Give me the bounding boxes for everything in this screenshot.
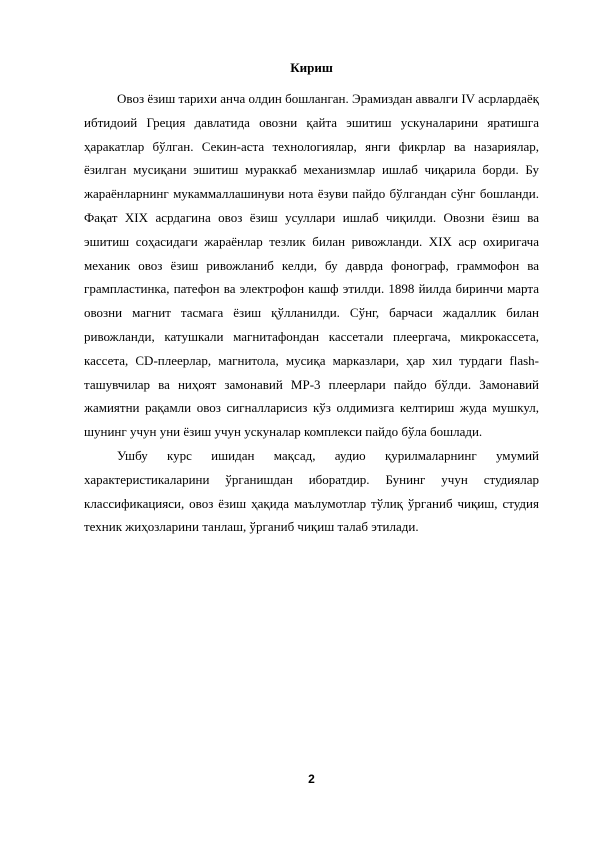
- paragraph-course-goal: Ушбу курс ишидан мақсад, аудио қурилмаларнинг умумий характеристикаларини ўрганишдан иборатдир. Бунинг учун студиялар классификацияси, овоз ёзиш ҳақида маълумотлар тўлиқ ўрганиб чиқиш, студия техник жиҳозларини танлаш, ўрганиб чиқиш талаб этилади.: [84, 447, 539, 535]
- page-number: 2: [308, 772, 315, 786]
- paragraph-intro-history: Овоз ёзиш тарихи анча олдин бошланган. Эрамиздан аввалги IV асрлардаёқ ибтидоий Греция давлатида овозни қайта эшитиш ускуналарини яратишга ҳаракатлар бўлган. Секин-аста технологиялар, янги фикрлар ва назариялар, ёзилган мусиқани эшитиш мураккаб механизмлар ишлаб чиқарила борди. Бу жараёнларнинг мукаммаллашинуви нота ёзуви пайдо бўлгандан сўнг бошланди. Фақат XIX асрдагина овоз ёзиш усуллари ишлаб чиқилди. Овозни ёзиш ва эшитиш соҳасидаги жараёнлар тезлик билан ривожланди. XIX аср охиригача механик овоз ёзиш ривожланиб келди, бу даврда фонограф, граммофон ва грампластинка, патефон ва электрофон кашф этилди. 1898 йилда биринчи марта овозни магнит тасмага ёзиш қўлланилди. Сўнг, барчаси жадаллик билан ривожланди, катушкали магнитафондан кассетали плеергача, микрокассета, кассета, CD-плеерлар, магнитола, мусиқа марказлари, ҳар хил турдаги flash- ташувчилар ва ниҳоят замонавий MP-3 плеерлари пайдо бўлди. Замонавий жамиятни рақамли овоз сигналларисиз кўз олдимизга келтириш жуда мушкул, шунинг учун уни ёзиш учун ускуналар комплекси пайдо бўла бошлади.: [84, 91, 539, 440]
- page-title: Кириш: [290, 60, 333, 75]
- document-page: [84, 0, 539, 842]
- body-text: [84, 87, 539, 539]
